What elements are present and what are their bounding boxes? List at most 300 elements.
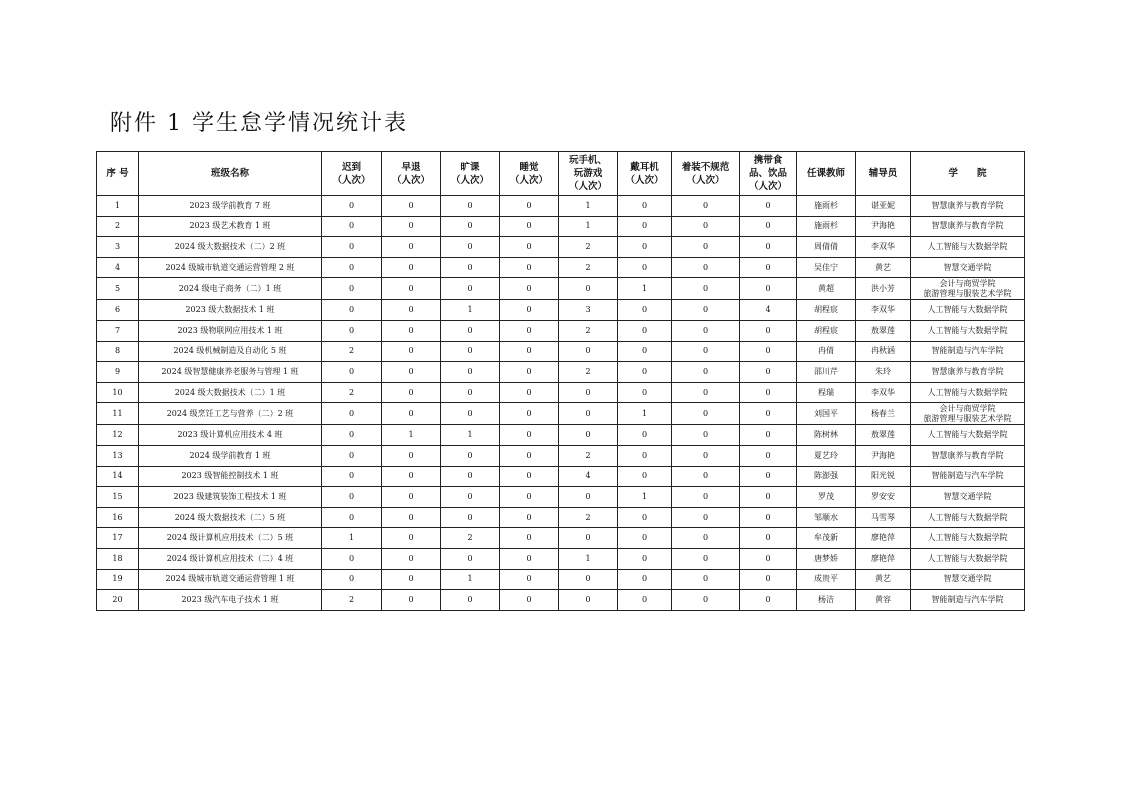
cell-food: 0 [740,507,797,528]
cell-teacher: 黄超 [797,278,856,300]
cell-phone: 2 [559,320,618,341]
cell-counselor: 罗安安 [856,487,911,508]
cell-food: 0 [740,341,797,362]
college-line: 人工智能与大数据学院 [927,430,1008,440]
cell-early: 0 [382,362,441,383]
cell-college [911,382,1025,403]
cell-food: 0 [740,257,797,278]
cell-phone: 0 [559,425,618,446]
cell-counselor: 尹海艳 [856,445,911,466]
table-row [97,341,1025,362]
cell-phone: 2 [559,257,618,278]
cell-early: 0 [382,569,441,590]
cell-absent: 0 [441,362,500,383]
cell-absent: 1 [441,425,500,446]
cell-teacher: 陈树林 [797,425,856,446]
cell-food: 0 [740,548,797,569]
cell-earphone: 0 [618,237,672,258]
cell-sleep: 0 [500,403,559,425]
cell-teacher: 罗茂 [797,487,856,508]
cell-food: 0 [740,425,797,446]
cell-class-name: 2024 级机械制造及自动化 5 班 [139,341,322,362]
cell-food: 0 [740,362,797,383]
cell-phone: 1 [559,548,618,569]
cell-class-name: 2024 级计算机应用技术（二）5 班 [139,528,322,549]
table-row [97,403,1025,425]
cell-counselor: 尹海艳 [856,216,911,237]
table-row [97,257,1025,278]
cell-counselor: 马雪琴 [856,507,911,528]
cell-class-name: 2024 级烹饪工艺与营养（二）2 班 [139,403,322,425]
cell-absent: 0 [441,216,500,237]
cell-food: 0 [740,216,797,237]
cell-college [911,403,1025,425]
college-line: 人工智能与大数据学院 [927,241,1008,251]
cell-seq: 6 [97,300,139,321]
cell-sleep: 0 [500,569,559,590]
cell-dress: 0 [672,341,740,362]
cell-counselor: 黄艺 [856,569,911,590]
cell-dress: 0 [672,548,740,569]
cell-early: 0 [382,320,441,341]
cell-late: 0 [322,362,382,383]
cell-sleep: 0 [500,216,559,237]
cell-counselor: 廖艳萍 [856,528,911,549]
cell-dress: 0 [672,507,740,528]
cell-absent: 0 [441,257,500,278]
cell-late: 0 [322,237,382,258]
college-line: 智慧康养与教育学院 [931,450,1004,460]
cell-teacher: 周倩倩 [797,237,856,258]
cell-earphone: 0 [618,548,672,569]
cell-early: 0 [382,216,441,237]
cell-early: 0 [382,237,441,258]
table-row [97,320,1025,341]
cell-college [911,320,1025,341]
cell-earphone: 0 [618,196,672,217]
cell-early: 0 [382,487,441,508]
cell-teacher: 杨洁 [797,590,856,611]
cell-sleep: 0 [500,548,559,569]
table-row [97,382,1025,403]
cell-dress: 0 [672,257,740,278]
table-row [97,445,1025,466]
cell-food: 0 [740,466,797,487]
header-absent: 旷课 （人次） [441,152,500,196]
cell-absent: 0 [441,341,500,362]
cell-earphone: 0 [618,569,672,590]
cell-sleep: 0 [500,487,559,508]
table-row [97,548,1025,569]
cell-counselor: 洪小芳 [856,278,911,300]
cell-absent: 0 [441,403,500,425]
cell-dress: 0 [672,278,740,300]
cell-food: 0 [740,590,797,611]
cell-teacher: 陈澎强 [797,466,856,487]
cell-sleep: 0 [500,382,559,403]
cell-teacher: 成贵平 [797,569,856,590]
cell-dress: 0 [672,466,740,487]
college-line: 智慧交通学院 [943,262,992,272]
cell-sleep: 0 [500,320,559,341]
cell-phone: 4 [559,466,618,487]
cell-food: 0 [740,445,797,466]
cell-college [911,216,1025,237]
cell-late: 2 [322,382,382,403]
cell-earphone: 0 [618,528,672,549]
cell-absent: 0 [441,320,500,341]
cell-class-name: 2023 级物联网应用技术 1 班 [139,320,322,341]
cell-teacher: 吴佳宁 [797,257,856,278]
cell-sleep: 0 [500,362,559,383]
cell-food: 0 [740,196,797,217]
cell-college [911,445,1025,466]
cell-late: 0 [322,320,382,341]
college-line: 人工智能与大数据学院 [927,512,1008,522]
cell-late: 0 [322,445,382,466]
header-dress: 着装不规范 （人次） [672,152,740,196]
cell-earphone: 0 [618,300,672,321]
cell-college [911,425,1025,446]
table-row [97,425,1025,446]
cell-counselor: 黄艺 [856,257,911,278]
cell-class-name: 2024 级大数据技术（二）1 班 [139,382,322,403]
cell-class-name: 2024 级大数据技术（二）2 班 [139,237,322,258]
cell-teacher: 牟茂新 [797,528,856,549]
cell-late: 0 [322,548,382,569]
table-row [97,216,1025,237]
college-line: 会计与商贸学院 [939,403,996,413]
cell-seq: 12 [97,425,139,446]
header-phone: 玩手机、 玩游戏 （人次） [559,152,618,196]
cell-class-name: 2023 级大数据技术 1 班 [139,300,322,321]
cell-late: 0 [322,196,382,217]
cell-phone: 3 [559,300,618,321]
cell-dress: 0 [672,569,740,590]
cell-earphone: 0 [618,320,672,341]
cell-early: 0 [382,257,441,278]
cell-seq: 2 [97,216,139,237]
cell-college [911,196,1025,217]
college-line: 智慧康养与教育学院 [931,221,1004,231]
cell-early: 0 [382,300,441,321]
cell-earphone: 0 [618,341,672,362]
cell-counselor: 李双华 [856,237,911,258]
cell-phone: 0 [559,528,618,549]
cell-phone: 1 [559,216,618,237]
cell-counselor: 谌亚妮 [856,196,911,217]
cell-counselor: 黄容 [856,590,911,611]
cell-seq: 19 [97,569,139,590]
table-row [97,237,1025,258]
cell-class-name: 2024 级大数据技术（二）5 班 [139,507,322,528]
cell-seq: 14 [97,466,139,487]
college-line: 智慧康养与教育学院 [931,366,1004,376]
cell-absent: 0 [441,590,500,611]
cell-college [911,237,1025,258]
cell-sleep: 0 [500,300,559,321]
cell-college [911,507,1025,528]
cell-seq: 8 [97,341,139,362]
cell-early: 0 [382,196,441,217]
table-header-row [97,152,1025,196]
cell-early: 0 [382,466,441,487]
cell-college [911,590,1025,611]
cell-early: 0 [382,548,441,569]
cell-food: 0 [740,237,797,258]
cell-teacher: 邹顺水 [797,507,856,528]
cell-phone: 2 [559,507,618,528]
table-row [97,300,1025,321]
cell-late: 0 [322,507,382,528]
cell-earphone: 0 [618,425,672,446]
cell-counselor: 朱玲 [856,362,911,383]
cell-class-name: 2023 级艺术教育 1 班 [139,216,322,237]
cell-class-name: 2023 级学前教育 7 班 [139,196,322,217]
cell-absent: 0 [441,237,500,258]
cell-early: 0 [382,590,441,611]
cell-college [911,487,1025,508]
cell-teacher: 施雨杉 [797,216,856,237]
cell-college [911,278,1025,300]
header-seq: 序 号 [97,152,139,196]
table-row [97,590,1025,611]
cell-earphone: 0 [618,466,672,487]
cell-college [911,548,1025,569]
cell-food: 0 [740,569,797,590]
cell-late: 2 [322,341,382,362]
cell-class-name: 2024 级电子商务（二）1 班 [139,278,322,300]
cell-teacher: 程瑞 [797,382,856,403]
college-line: 人工智能与大数据学院 [927,305,1008,315]
cell-late: 0 [322,278,382,300]
cell-food: 0 [740,382,797,403]
table-row [97,196,1025,217]
college-line: 智慧交通学院 [943,491,992,501]
cell-earphone: 0 [618,507,672,528]
cell-class-name: 2024 级学前教育 1 班 [139,445,322,466]
table-row [97,487,1025,508]
cell-teacher: 唐梦娇 [797,548,856,569]
cell-early: 0 [382,403,441,425]
cell-counselor: 李双华 [856,382,911,403]
cell-phone: 0 [559,278,618,300]
cell-earphone: 0 [618,216,672,237]
cell-sleep: 0 [500,257,559,278]
cell-seq: 10 [97,382,139,403]
table-row [97,507,1025,528]
cell-earphone: 0 [618,257,672,278]
cell-phone: 2 [559,237,618,258]
cell-college [911,362,1025,383]
cell-sleep: 0 [500,590,559,611]
cell-absent: 1 [441,569,500,590]
cell-phone: 2 [559,445,618,466]
header-teacher: 任课教师 [797,152,856,196]
cell-counselor: 冉秋涵 [856,341,911,362]
cell-absent: 0 [441,466,500,487]
table-row [97,528,1025,549]
cell-earphone: 1 [618,403,672,425]
cell-phone: 0 [559,487,618,508]
cell-teacher: 胡程宸 [797,320,856,341]
cell-teacher: 刘国平 [797,403,856,425]
cell-sleep: 0 [500,196,559,217]
cell-dress: 0 [672,487,740,508]
college-line: 智慧康养与教育学院 [931,200,1004,210]
cell-late: 0 [322,569,382,590]
table-row [97,466,1025,487]
cell-absent: 0 [441,382,500,403]
cell-food: 0 [740,528,797,549]
cell-dress: 0 [672,528,740,549]
cell-late: 0 [322,466,382,487]
cell-dress: 0 [672,362,740,383]
cell-phone: 0 [559,341,618,362]
cell-early: 0 [382,507,441,528]
cell-counselor: 李双华 [856,300,911,321]
cell-class-name: 2024 级城市轨道交通运营管理 2 班 [139,257,322,278]
college-line: 智能制造与汽车学院 [931,471,1004,481]
cell-class-name: 2024 级计算机应用技术（二）4 班 [139,548,322,569]
cell-dress: 0 [672,382,740,403]
cell-food: 0 [740,278,797,300]
cell-seq: 4 [97,257,139,278]
cell-phone: 0 [559,569,618,590]
cell-food: 0 [740,403,797,425]
cell-earphone: 0 [618,445,672,466]
college-line: 人工智能与大数据学院 [927,325,1008,335]
table-row [97,278,1025,300]
cell-teacher: 邵川芹 [797,362,856,383]
cell-class-name: 2024 级城市轨道交通运营管理 1 班 [139,569,322,590]
cell-phone: 0 [559,403,618,425]
cell-sleep: 0 [500,507,559,528]
cell-counselor: 廖艳萍 [856,548,911,569]
cell-counselor: 阳光锐 [856,466,911,487]
college-line: 旅游管理与服装艺术学院 [923,288,1012,298]
cell-food: 0 [740,320,797,341]
college-line: 智慧交通学院 [943,574,992,584]
college-line: 智能制造与汽车学院 [931,346,1004,356]
cell-earphone: 1 [618,487,672,508]
cell-class-name: 2023 级智能控制技术 1 班 [139,466,322,487]
header-food: 携带食 品、饮品 （人次） [740,152,797,196]
cell-seq: 11 [97,403,139,425]
cell-counselor: 敖翠莲 [856,320,911,341]
cell-late: 0 [322,216,382,237]
cell-dress: 0 [672,403,740,425]
table-body [97,196,1025,611]
header-class-name: 班级名称 [139,152,322,196]
cell-earphone: 1 [618,278,672,300]
cell-earphone: 0 [618,382,672,403]
cell-earphone: 0 [618,590,672,611]
cell-sleep: 0 [500,278,559,300]
cell-sleep: 0 [500,237,559,258]
cell-food: 4 [740,300,797,321]
cell-teacher: 施雨杉 [797,196,856,217]
cell-college [911,257,1025,278]
cell-seq: 16 [97,507,139,528]
cell-absent: 0 [441,196,500,217]
cell-late: 0 [322,257,382,278]
cell-phone: 1 [559,196,618,217]
table-row [97,569,1025,590]
cell-counselor: 杨春兰 [856,403,911,425]
cell-dress: 0 [672,425,740,446]
college-line: 智能制造与汽车学院 [931,594,1004,604]
cell-seq: 9 [97,362,139,383]
cell-class-name: 2023 级汽车电子技术 1 班 [139,590,322,611]
cell-early: 0 [382,382,441,403]
college-line: 人工智能与大数据学院 [927,387,1008,397]
cell-seq: 13 [97,445,139,466]
cell-absent: 0 [441,548,500,569]
cell-class-name: 2023 级计算机应用技术 4 班 [139,425,322,446]
header-sleep: 睡觉 （人次） [500,152,559,196]
cell-seq: 1 [97,196,139,217]
cell-dress: 0 [672,320,740,341]
cell-college [911,466,1025,487]
cell-seq: 17 [97,528,139,549]
cell-college [911,300,1025,321]
cell-seq: 7 [97,320,139,341]
college-line: 人工智能与大数据学院 [927,553,1008,563]
cell-seq: 18 [97,548,139,569]
cell-phone: 0 [559,382,618,403]
cell-absent: 1 [441,300,500,321]
cell-counselor: 敖翠莲 [856,425,911,446]
cell-seq: 3 [97,237,139,258]
cell-late: 1 [322,528,382,549]
cell-dress: 0 [672,237,740,258]
cell-food: 0 [740,487,797,508]
cell-college [911,528,1025,549]
cell-seq: 20 [97,590,139,611]
cell-teacher: 冉倩 [797,341,856,362]
cell-early: 0 [382,341,441,362]
cell-dress: 0 [672,445,740,466]
cell-absent: 0 [441,487,500,508]
cell-early: 0 [382,278,441,300]
cell-absent: 0 [441,445,500,466]
cell-college [911,569,1025,590]
college-line: 旅游管理与服装艺术学院 [923,413,1012,423]
table-row [97,362,1025,383]
cell-dress: 0 [672,300,740,321]
cell-sleep: 0 [500,341,559,362]
cell-dress: 0 [672,196,740,217]
cell-absent: 0 [441,507,500,528]
cell-absent: 0 [441,278,500,300]
cell-sleep: 0 [500,466,559,487]
cell-early: 0 [382,528,441,549]
cell-sleep: 0 [500,425,559,446]
cell-phone: 0 [559,590,618,611]
cell-dress: 0 [672,216,740,237]
cell-early: 1 [382,425,441,446]
header-earphone: 戴耳机 （人次） [618,152,672,196]
college-line: 会计与商贸学院 [939,278,996,288]
cell-sleep: 0 [500,528,559,549]
cell-late: 0 [322,487,382,508]
cell-dress: 0 [672,590,740,611]
cell-late: 0 [322,300,382,321]
cell-earphone: 0 [618,362,672,383]
header-college: 学 院 [911,152,1025,196]
cell-college [911,341,1025,362]
